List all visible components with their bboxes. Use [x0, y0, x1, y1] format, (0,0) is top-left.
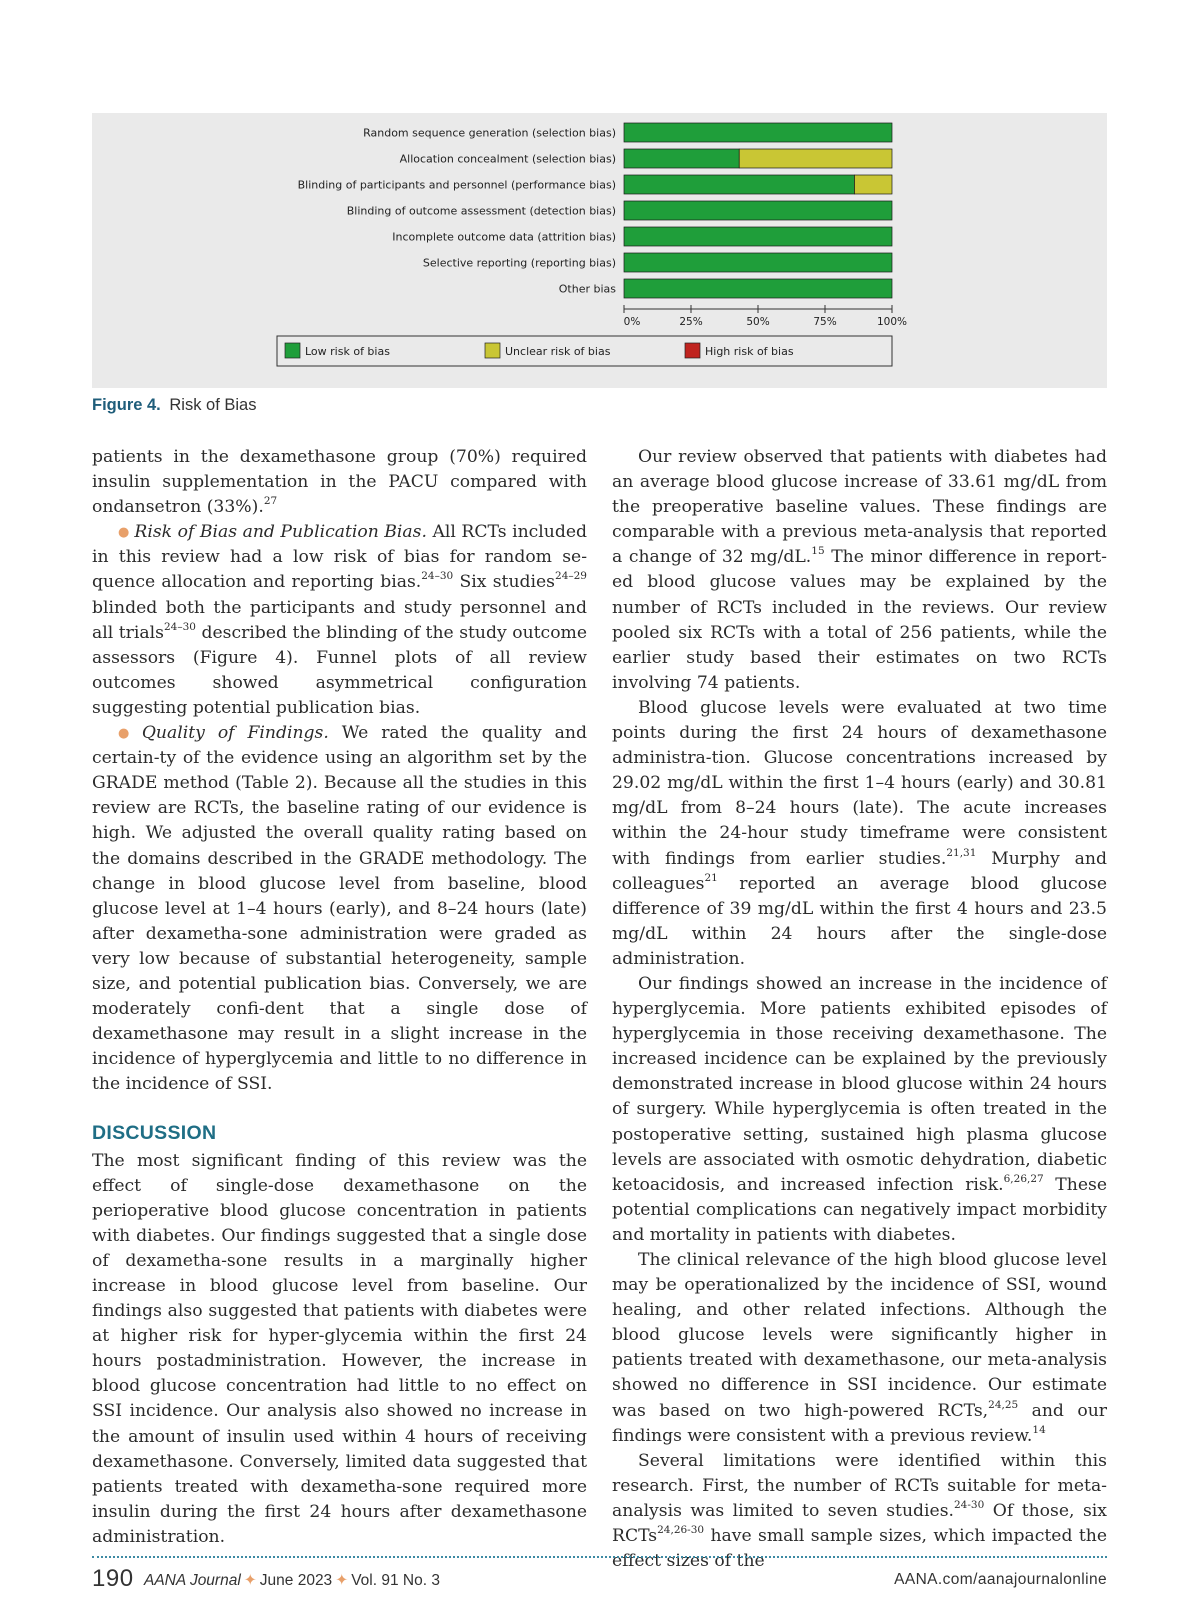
journal-name: AANA Journal	[144, 1572, 241, 1589]
left-column	[92, 445, 587, 1550]
bar-segment-low-risk-of-bias	[624, 149, 739, 168]
page-number: 190	[92, 1565, 134, 1592]
quality-of-findings-paragraph: ● Quality of Findings. We rated the quality and certain-ty of the evidence using an algorithm set by the GRADE method (Table 2). Because all the studies in this review are RCTs, the baseline rating of our evidence is high. We adjusted the overall quality rating based on the domains described in the GRADE methodology. The change in blood glucose level from baseline, blood glucose level at 1–4 hours (early), and 8–24 hours (late) after dexametha-sone administration were graded as very low because of substantial heterogeneity, sample size, and potential publication bias. Conversely, we are moderately confi-dent that a single dose of dexamethasone may result in a slight increase in the incidence of hyperglycemia and little to no difference in the incidence of SSI.	[92, 723, 587, 1095]
x-tick-label: 0%	[623, 316, 641, 328]
footer-divider	[92, 1556, 1107, 1558]
right-paragraph-2: Blood glucose levels were evaluated at two time points during the first 24 hours of dexamethasone administra-tion. Glucose concentrations increased by 29.02 mg/dL within the first 1–4 hours (early) and 30.81 mg/dL from 8–24 hours (late). The acute increases within the 24-hour study timeframe were consistent with findings from earlier studies.$^{21,31}$ Murphy and colleagues$^{21}$ reported an average blood glucose difference of 39 mg/dL within the first 4 hours and 23.5 mg/dL within 24 hours after the single-dose administration.	[612, 697, 1107, 969]
figure-caption-label: Figure 4.	[92, 396, 161, 414]
bar-segment-low-risk-of-bias	[624, 123, 892, 142]
citation: 24–30	[163, 620, 196, 633]
quality-of-findings-subheading: Quality of Findings.	[141, 723, 329, 744]
citation: 21	[704, 871, 718, 884]
category-label: Blinding of outcome assessment (detection bias)	[346, 204, 616, 218]
risk-of-bias-subheading: Risk of Bias and Publication Bias.	[134, 522, 427, 543]
citation: 24–30	[421, 570, 454, 583]
category-label: Random sequence generation (selection bias)	[363, 126, 616, 140]
x-tick-label: 25%	[679, 316, 703, 328]
figure-caption	[92, 396, 256, 415]
issue-number: No. 3	[402, 1572, 440, 1589]
x-tick-label: 100%	[876, 316, 908, 328]
discussion-paragraph: The most significant finding of this review was the effect of single-dose dexamethasone on the perioperative blood glucose concentration in patients with diabetes. Our findings suggested that a single dose of dexametha-sone results in a marginally higher increase in blood glucose level from baseline. Our findings also suggested that patients with diabetes were at higher risk for hyper-glycemia within the first 24 hours postadministration. However, the increase in blood glucose concentration had little to no effect on SSI incidence. Our analysis also showed no increase in the amount of insulin used within 4 hours of receiving dexamethasone. Conversely, limited data suggested that patients treated with dexametha-sone required more insulin during the first 24 hours after dexamethasone administration.	[92, 1150, 587, 1547]
right-paragraph-5: Several limitations were identified within this research. First, the number of RCTs suitable for meta-analysis was limited to seven studies.$^{24-30}$ Of those, six RCTs$^{24,26-30}$ have small sample sizes, which impacted the effect sizes of the	[612, 1450, 1107, 1572]
citation: 6,26,27	[1003, 1172, 1044, 1185]
journal-website-link[interactable]: AANA.com/aanajournalonline	[894, 1571, 1107, 1588]
x-tick-label: 75%	[813, 316, 837, 328]
legend-swatch	[285, 343, 300, 358]
right-paragraph-3: Our findings showed an increase in the incidence of hyperglycemia. More patients exhibited episodes of hyperglycemia in those receiving dexamethasone. The increased incidence can be explained by the previously demonstrated increase in blood glucose within 24 hours of surgery. While hyperglycemia is often treated in the postoperative setting, sustained high plasma glucose levels are associated with osmotic dehydration, diabetic ketoacidosis, and increased infection risk.$^{6,26,27}$ These potential complications can negatively impact morbidity and mortality in patients with diabetes.	[612, 973, 1107, 1245]
citation: 14	[1032, 1423, 1046, 1436]
legend-label: High risk of bias	[705, 345, 794, 358]
category-label: Allocation concealment (selection bias)	[399, 152, 616, 166]
bar-segment-low-risk-of-bias	[624, 279, 892, 298]
x-tick-label: 50%	[746, 316, 770, 328]
bar-segment-low-risk-of-bias	[624, 227, 892, 246]
citation: 24,25	[988, 1398, 1019, 1411]
diamond-separator-icon: ✦	[243, 1572, 257, 1589]
page-footer	[92, 1565, 1107, 1595]
citation: 24–29	[555, 570, 587, 583]
citation: 24,26-30	[657, 1524, 705, 1537]
figure-4-risk-of-bias-chart	[92, 113, 1107, 388]
bullet-icon: ●	[118, 726, 137, 742]
bar-segment-unclear-risk-of-bias	[854, 175, 892, 194]
right-column	[612, 445, 1107, 1574]
diamond-separator-icon: ✦	[335, 1572, 349, 1589]
bullet-icon: ●	[118, 525, 130, 541]
risk-of-bias-paragraph: ● Risk of Bias and Publication Bias. All RCTs included in this review had a low risk of bias for random se-quence allocation and reporting bias.$^{24-30}$ Six studies$^{24-29}$ blinded both the participants and study personnel and all trials$^{24-30}$ described the blinding of the study outcome assessors (Figure 4). Funnel plots of all review outcomes showed asymmetrical configuration suggesting potential publication bias.	[92, 522, 588, 718]
legend-label: Unclear risk of bias	[505, 345, 611, 358]
citation: 27	[263, 495, 278, 508]
category-label: Selective reporting (reporting bias)	[422, 256, 616, 270]
bar-segment-low-risk-of-bias	[624, 201, 892, 220]
left-paragraph-1: patients in the dexamethasone group (70%) required insulin supplementation in the PACU compared with ondansetron (33%).$^{27}$	[92, 447, 587, 518]
bar-segment-unclear-risk-of-bias	[739, 149, 892, 168]
legend-label: Low risk of bias	[305, 345, 390, 358]
citation: 24-30	[953, 1498, 985, 1511]
citation: 21,31	[946, 846, 977, 859]
citation: 15	[811, 545, 825, 558]
bar-segment-low-risk-of-bias	[624, 175, 854, 194]
bar-segment-low-risk-of-bias	[624, 253, 892, 272]
category-label: Incomplete outcome data (attrition bias)	[392, 230, 616, 244]
figure-caption-text: Risk of Bias	[169, 396, 257, 414]
journal-info	[144, 1571, 440, 1590]
volume: Vol. 91	[351, 1572, 399, 1589]
discussion-heading: DISCUSSION	[92, 1122, 217, 1145]
risk-of-bias-chart-svg	[92, 113, 1107, 388]
right-paragraph-1: Our review observed that patients with diabetes had an average blood glucose increase of 33.61 mg/dL from the preoperative baseline values. These findings are comparable with a previous meta-analysis that reported a change of 32 mg/dL.$^{15}$ The minor difference in report-ed blood glucose values may be explained by the number of RCTs included in the reviews. Our review pooled six RCTs with a total of 256 patients, while the earlier study based their estimates on two RCTs involving 74 patients.	[612, 447, 1107, 693]
category-label: Other bias	[558, 282, 616, 296]
category-label: Blinding of participants and personnel (performance bias)	[297, 178, 616, 192]
legend-swatch	[485, 343, 500, 358]
legend-swatch	[685, 343, 700, 358]
issue-date: June 2023	[259, 1572, 333, 1589]
right-paragraph-4: The clinical relevance of the high blood glucose level may be operationalized by the incidence of SSI, wound healing, and other related infections. Although the blood glucose levels were significantly higher in patients treated with dexamethasone, our meta-analysis showed no difference in SSI incidence. Our estimate was based on two high-powered RCTs,$^{24,25}$ and our findings were consistent with a previous review.$^{14}$	[612, 1250, 1107, 1446]
